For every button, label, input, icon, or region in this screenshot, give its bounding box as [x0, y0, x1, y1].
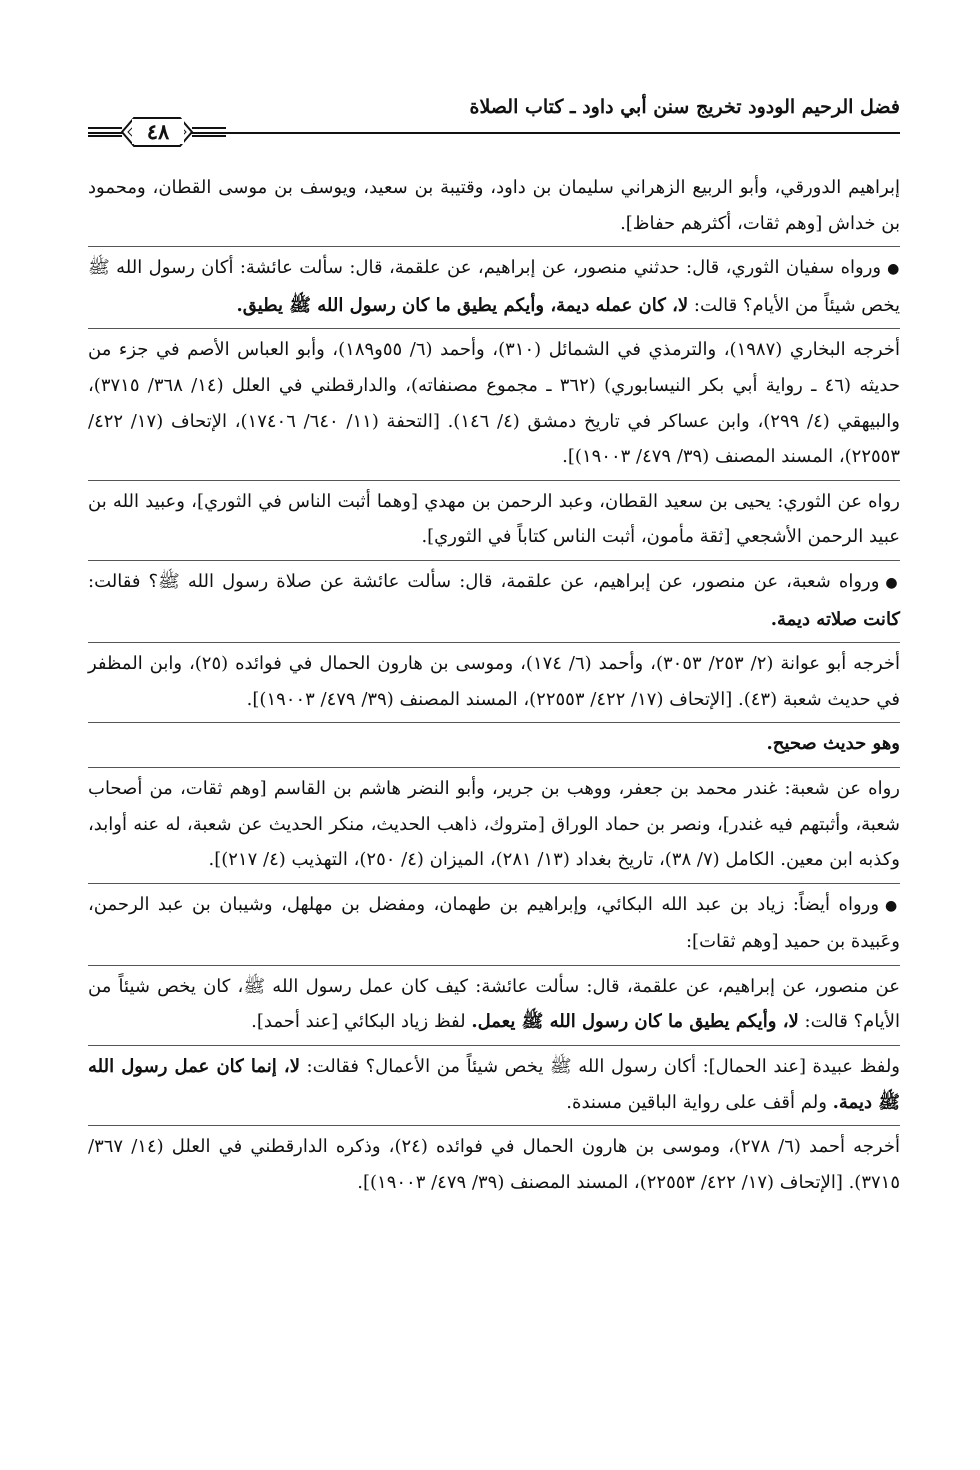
page-body	[88, 170, 900, 1410]
paragraph-divider	[88, 883, 900, 884]
paragraph	[88, 969, 900, 1040]
emphasized-text: لا، وأيكم يطيق ما كان رسول الله ﷺ يعمل.	[471, 1011, 799, 1033]
text-run: أخرجه أحمد (٦/ ٢٧٨)، وموسى بن هارون الحمال في فوائده (٢٤)، وذكره الدارقطني في العلل (١٤/ ٣٦٧/ ٣٧١٥). [الإتحاف (١٧/ ٤٢٢/ ٢٢٥٥٣)، المسند المصنف (٣٩/ ٤٧٩/ ١٩٠٠٣)].	[88, 1136, 900, 1193]
text-run: أخرجه البخاري (١٩٨٧)، والترمذي في الشمائل (٣١٠)، وأحمد (٦/ ٥٥و١٨٩)، وأبو العباس الأصم في جزء من حديثه (٤٦ ـ رواية أبي بكر النيسابوري) (٣٦٢ ـ مجموع مصنفاته)، والدارقطني في العلل (١٤/ ٣٦٨/ ٣٧١٥)، والبيهقي (٤/ ٢٩٩)، وابن عساكر في تاريخ دمشق (٤/ ١٤٦). [التحفة (١١/ ٦٤٠/ ١٧٤٠٦)، الإتحاف (١٧/ ٤٢٢/ ٢٢٥٥٣)، المسند المصنف (٣٩/ ٤٧٩/ ١٩٠٠٣)].	[88, 339, 900, 468]
paragraph-divider	[88, 246, 900, 247]
emphasized-text: وهو حديث صحيح.	[766, 733, 900, 755]
text-run: ولم أقف على رواية الباقين مسندة.	[566, 1091, 833, 1113]
paragraph	[88, 1129, 900, 1200]
paragraph-divider	[88, 1125, 900, 1126]
text-run: أخرجه أبو عوانة (٢/ ٢٥٣/ ٣٠٥٣)، وأحمد (٦/ ١٧٤)، وموسى بن هارون الحمال في فوائده (٢٥)، وابن المظفر في حديث شعبة (٤٣). [الإتحاف (١٧/ ٤٢٢/ ٢٢٥٥٣)، المسند المصنف (٣٩/ ٤٧٩/ ١٩٠٠٣)].	[88, 653, 901, 710]
paragraph-divider	[88, 965, 900, 966]
emphasized-text: كانت صلاته ديمة.	[770, 608, 900, 630]
paragraph-divider	[88, 642, 900, 643]
paragraph	[88, 771, 900, 878]
text-run: رواه عن شعبة: غندر محمد بن جعفر، ووهب بن جرير، وأبو النضر هاشم بن القاسم [وهم ثقات، من أصحاب شعبة، وأثبتهم فيه غندر]، ونصر بن حماد الوراق [متروك، ذاهب الحديث، منكر الحديث عن شعبة، له عنه أوابد، وكذبه ابن معين. الكامل (٧/ ٣٨)، تاريخ بغداد (١٣/ ٢٨١)، الميزان (٤/ ٢٥٠)، التهذيب (٤/ ٢١٧)].	[88, 777, 900, 871]
paragraph-divider	[88, 722, 900, 723]
paragraph-divider	[88, 767, 900, 768]
text-run: ورواه أيضاً: زياد بن عبد الله البكائي، وإبراهيم بن طهمان، ومفضل بن مهلهل، وشيبان بن عبد الرحمن، وعَبيدة بن حميد [وهم ثقات]:	[88, 893, 900, 953]
page-number-ornament	[88, 114, 226, 150]
bullet-icon: ●	[885, 574, 901, 591]
paragraph	[88, 332, 900, 474]
text-run: ورواه شعبة، عن منصور، عن إبراهيم، عن علقمة، قال: سألت عائشة عن صلاة رسول الله ﷺ؟ فقالت:	[88, 570, 880, 592]
bullet-icon: ●	[885, 897, 900, 914]
paragraph	[88, 887, 900, 960]
paragraph	[88, 250, 900, 323]
bullet-icon: ●	[887, 261, 900, 278]
emphasized-text: لا، كان عمله ديمة، وأيكم يطيق ما كان رسول الله ﷺ يطيق.	[236, 294, 689, 316]
paragraph	[88, 646, 900, 717]
paragraph	[88, 484, 900, 555]
paragraph-divider	[88, 1045, 900, 1046]
text-run: رواه عن الثوري: يحيى بن سعيد القطان، وعبد الرحمن بن مهدي [وهما أثبت الناس في الثوري]، وعبيد الله بن عبيد الرحمن الأشجعي [ثقة مأمون، أثبت الناس كتاباً في الثوري].	[88, 490, 900, 548]
text-run: لفظ زياد البكائي [عند أحمد].	[251, 1011, 472, 1033]
paragraph-divider	[88, 480, 900, 481]
text-run: ورواه سفيان الثوري، قال: حدثني منصور، عن إبراهيم، عن علقمة، قال: سألت عائشة: أكان رسول الله ﷺ يخص شيئاً من الأيام؟ قالت:	[88, 257, 900, 316]
paragraph	[88, 1049, 900, 1120]
text-run: ولفظ عبيدة [عند الحمال]: أكان رسول الله ﷺ يخص شيئاً من الأعمال؟ فقالت:	[299, 1056, 900, 1078]
paragraph-divider	[88, 328, 900, 329]
paragraph	[88, 726, 900, 762]
paragraph	[88, 564, 900, 637]
text-run: إبراهيم الدورقي، وأبو الربيع الزهراني سليمان بن داود، وقتيبة بن سعيد، ويوسف بن موسى القطان، ومحمود بن خداش [وهم ثقات، أكثرهم حفاظ].	[88, 177, 900, 234]
header-title: فضل الرحيم الودود تخريج سنن أبي داود ـ كتاب الصلاة	[469, 96, 900, 118]
paragraph-divider	[88, 560, 900, 561]
running-header	[88, 92, 900, 152]
paragraph	[88, 170, 900, 241]
page-number: ٤٨	[132, 119, 184, 144]
text-run: عن منصور، عن إبراهيم، عن علقمة، قال: سألت عائشة: كيف كان عمل رسول الله ﷺ، كان يخص شيئاً من الأيام؟ قالت:	[88, 975, 900, 1033]
emphasized-text: لا، إنما كان عمل رسول الله ﷺ ديمة.	[88, 1056, 900, 1113]
